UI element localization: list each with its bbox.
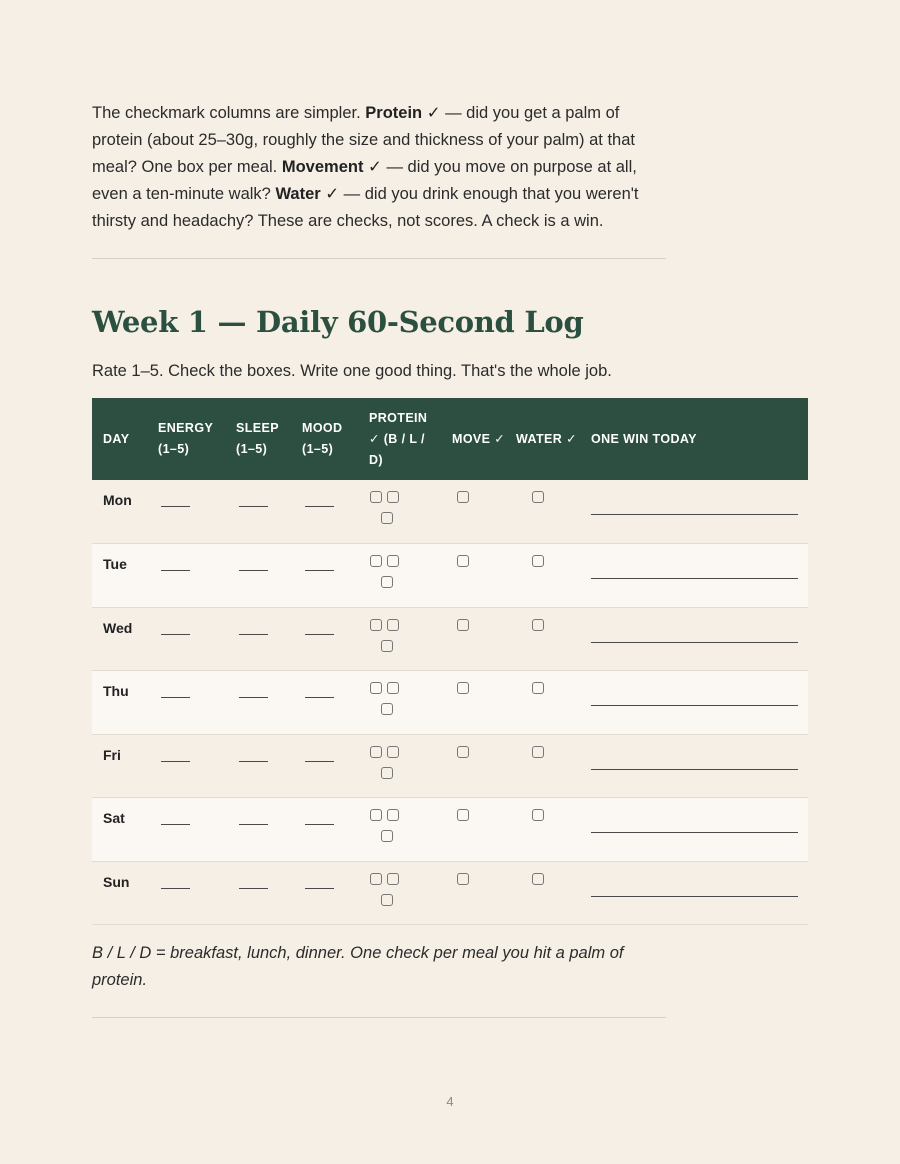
table-row bbox=[92, 798, 808, 862]
divider bbox=[92, 1017, 666, 1018]
day-label: Tue bbox=[103, 556, 127, 572]
header-day: DAY bbox=[103, 431, 130, 446]
protein-cell bbox=[359, 861, 442, 925]
water-cell bbox=[506, 798, 579, 862]
header-protein: PROTEIN ✓ (B / L / D) bbox=[369, 410, 428, 467]
move-cell bbox=[442, 607, 506, 671]
mood-blank[interactable] bbox=[305, 824, 334, 825]
protein-dinner-checkbox[interactable] bbox=[381, 512, 393, 524]
protein-breakfast-checkbox[interactable] bbox=[370, 619, 382, 631]
mood-cell bbox=[292, 734, 359, 798]
sleep-blank[interactable] bbox=[239, 824, 268, 825]
protein-cell bbox=[359, 734, 442, 798]
mood-cell bbox=[292, 480, 359, 544]
sleep-blank[interactable] bbox=[239, 506, 268, 507]
intro-text-3: — did you move on purpose at all, even a ten-minute walk? bbox=[92, 158, 637, 203]
protein-breakfast-checkbox[interactable] bbox=[370, 873, 382, 885]
protein-cell bbox=[359, 544, 442, 608]
header-energy: ENERGY (1–5) bbox=[158, 421, 213, 456]
energy-blank[interactable] bbox=[161, 697, 190, 698]
mood-blank[interactable] bbox=[305, 888, 334, 889]
energy-blank[interactable] bbox=[161, 888, 190, 889]
win-blank[interactable] bbox=[591, 578, 798, 579]
win-blank[interactable] bbox=[591, 769, 798, 770]
protein-lunch-checkbox[interactable] bbox=[387, 682, 399, 694]
sleep-cell bbox=[226, 671, 292, 735]
sleep-cell bbox=[226, 544, 292, 608]
sleep-blank[interactable] bbox=[239, 634, 268, 635]
table-header-row bbox=[92, 398, 808, 480]
protein-lunch-checkbox[interactable] bbox=[387, 873, 399, 885]
energy-cell bbox=[148, 544, 226, 608]
win-blank[interactable] bbox=[591, 896, 798, 897]
win-cell bbox=[579, 544, 808, 608]
divider bbox=[92, 258, 666, 259]
mood-cell bbox=[292, 861, 359, 925]
protein-lunch-checkbox[interactable] bbox=[387, 555, 399, 567]
sleep-blank[interactable] bbox=[239, 570, 268, 571]
table-row bbox=[92, 671, 808, 735]
header-move: MOVE ✓ bbox=[452, 431, 506, 446]
mood-cell bbox=[292, 798, 359, 862]
mood-blank[interactable] bbox=[305, 761, 334, 762]
water-checkbox[interactable] bbox=[532, 746, 544, 758]
protein-dinner-checkbox[interactable] bbox=[381, 640, 393, 652]
move-checkbox[interactable] bbox=[457, 555, 469, 567]
protein-breakfast-checkbox[interactable] bbox=[370, 491, 382, 503]
protein-term: Protein ✓ bbox=[365, 104, 441, 122]
sleep-blank[interactable] bbox=[239, 697, 268, 698]
move-checkbox[interactable] bbox=[457, 809, 469, 821]
mood-blank[interactable] bbox=[305, 697, 334, 698]
table-row bbox=[92, 734, 808, 798]
protein-cell bbox=[359, 798, 442, 862]
sleep-cell bbox=[226, 798, 292, 862]
energy-cell bbox=[148, 734, 226, 798]
win-cell bbox=[579, 734, 808, 798]
water-cell bbox=[506, 544, 579, 608]
day-label: Mon bbox=[103, 492, 132, 508]
sleep-blank[interactable] bbox=[239, 888, 268, 889]
day-label: Fri bbox=[103, 746, 121, 763]
protein-cell bbox=[359, 480, 442, 544]
table-row bbox=[92, 607, 808, 671]
mood-cell bbox=[292, 544, 359, 608]
water-cell bbox=[506, 480, 579, 544]
win-cell bbox=[579, 861, 808, 925]
energy-blank[interactable] bbox=[161, 824, 190, 825]
move-checkbox[interactable] bbox=[457, 746, 469, 758]
page-number: 4 bbox=[446, 1094, 454, 1109]
sleep-cell bbox=[226, 734, 292, 798]
sleep-cell bbox=[226, 480, 292, 544]
intro-text-1: The checkmark columns are simpler. bbox=[92, 104, 366, 122]
day-label: Sun bbox=[103, 873, 130, 890]
water-cell bbox=[506, 734, 579, 798]
protein-dinner-checkbox[interactable] bbox=[381, 703, 393, 715]
win-blank[interactable] bbox=[591, 642, 798, 643]
mood-blank[interactable] bbox=[305, 634, 334, 635]
water-checkbox[interactable] bbox=[532, 809, 544, 821]
header-mood: MOOD (1–5) bbox=[302, 421, 343, 456]
intro-text-2: — did you get a palm of protein (about 25–30g, roughly the size and thickness of your palm) at that meal? One box per meal. bbox=[92, 104, 635, 176]
protein-breakfast-checkbox[interactable] bbox=[370, 555, 382, 567]
header-sleep: SLEEP (1–5) bbox=[236, 421, 279, 456]
mood-cell bbox=[292, 607, 359, 671]
win-blank[interactable] bbox=[591, 832, 798, 833]
move-cell bbox=[442, 480, 506, 544]
intro-text-4: — did you drink enough that you weren't thirsty and headachy? These are checks, not scores. A check is a win. bbox=[92, 185, 639, 230]
protein-breakfast-checkbox[interactable] bbox=[370, 746, 382, 758]
energy-cell bbox=[148, 861, 226, 925]
page-content bbox=[92, 100, 808, 1018]
sleep-cell bbox=[226, 607, 292, 671]
day-label: Thu bbox=[103, 683, 129, 699]
protein-cell bbox=[359, 607, 442, 671]
section-subtitle: Rate 1–5. Check the boxes. Write one good thing. That's the whole job. bbox=[92, 362, 612, 380]
energy-cell bbox=[148, 607, 226, 671]
energy-blank[interactable] bbox=[161, 506, 190, 507]
water-cell bbox=[506, 607, 579, 671]
protein-lunch-checkbox[interactable] bbox=[387, 746, 399, 758]
move-cell bbox=[442, 861, 506, 925]
intro-paragraph bbox=[92, 100, 667, 235]
move-cell bbox=[442, 544, 506, 608]
win-cell bbox=[579, 798, 808, 862]
protein-dinner-checkbox[interactable] bbox=[381, 767, 393, 779]
protein-footnote: B / L / D = breakfast, lunch, dinner. One check per meal you hit a palm of protein. bbox=[92, 944, 624, 989]
water-cell bbox=[506, 861, 579, 925]
protein-lunch-checkbox[interactable] bbox=[387, 491, 399, 503]
water-checkbox[interactable] bbox=[532, 555, 544, 567]
protein-lunch-checkbox[interactable] bbox=[387, 809, 399, 821]
protein-cell bbox=[359, 671, 442, 735]
energy-cell bbox=[148, 480, 226, 544]
sleep-blank[interactable] bbox=[239, 761, 268, 762]
energy-cell bbox=[148, 671, 226, 735]
win-blank[interactable] bbox=[591, 514, 798, 515]
mood-blank[interactable] bbox=[305, 506, 334, 507]
move-cell bbox=[442, 734, 506, 798]
win-blank[interactable] bbox=[591, 705, 798, 706]
daily-log-table bbox=[92, 398, 808, 925]
table-body bbox=[92, 480, 808, 925]
move-checkbox[interactable] bbox=[457, 873, 469, 885]
protein-dinner-checkbox[interactable] bbox=[381, 576, 393, 588]
table-row bbox=[92, 480, 808, 544]
water-cell bbox=[506, 671, 579, 735]
day-label: Wed bbox=[103, 619, 133, 636]
move-cell bbox=[442, 798, 506, 862]
energy-blank[interactable] bbox=[161, 634, 190, 635]
header-win: ONE WIN TODAY bbox=[591, 431, 697, 446]
move-checkbox[interactable] bbox=[457, 619, 469, 631]
energy-blank[interactable] bbox=[161, 761, 190, 762]
protein-dinner-checkbox[interactable] bbox=[381, 894, 393, 906]
section-title: Week 1 — Daily 60-Second Log bbox=[92, 305, 584, 339]
water-checkbox[interactable] bbox=[532, 682, 544, 694]
protein-lunch-checkbox[interactable] bbox=[387, 619, 399, 631]
water-checkbox[interactable] bbox=[532, 619, 544, 631]
mood-blank[interactable] bbox=[305, 570, 334, 571]
water-checkbox[interactable] bbox=[532, 873, 544, 885]
sleep-cell bbox=[226, 861, 292, 925]
movement-term: Movement ✓ bbox=[281, 158, 382, 176]
mood-cell bbox=[292, 671, 359, 735]
win-cell bbox=[579, 480, 808, 544]
header-water: WATER ✓ bbox=[516, 431, 577, 446]
energy-cell bbox=[148, 798, 226, 862]
energy-blank[interactable] bbox=[161, 570, 190, 571]
win-cell bbox=[579, 671, 808, 735]
move-checkbox[interactable] bbox=[457, 682, 469, 694]
water-checkbox[interactable] bbox=[532, 491, 544, 503]
table-row bbox=[92, 544, 808, 608]
day-label: Sat bbox=[103, 810, 125, 826]
protein-breakfast-checkbox[interactable] bbox=[370, 682, 382, 694]
move-cell bbox=[442, 671, 506, 735]
win-cell bbox=[579, 607, 808, 671]
table-row bbox=[92, 861, 808, 925]
protein-breakfast-checkbox[interactable] bbox=[370, 809, 382, 821]
protein-dinner-checkbox[interactable] bbox=[381, 830, 393, 842]
water-term: Water ✓ bbox=[275, 185, 340, 203]
move-checkbox[interactable] bbox=[457, 491, 469, 503]
